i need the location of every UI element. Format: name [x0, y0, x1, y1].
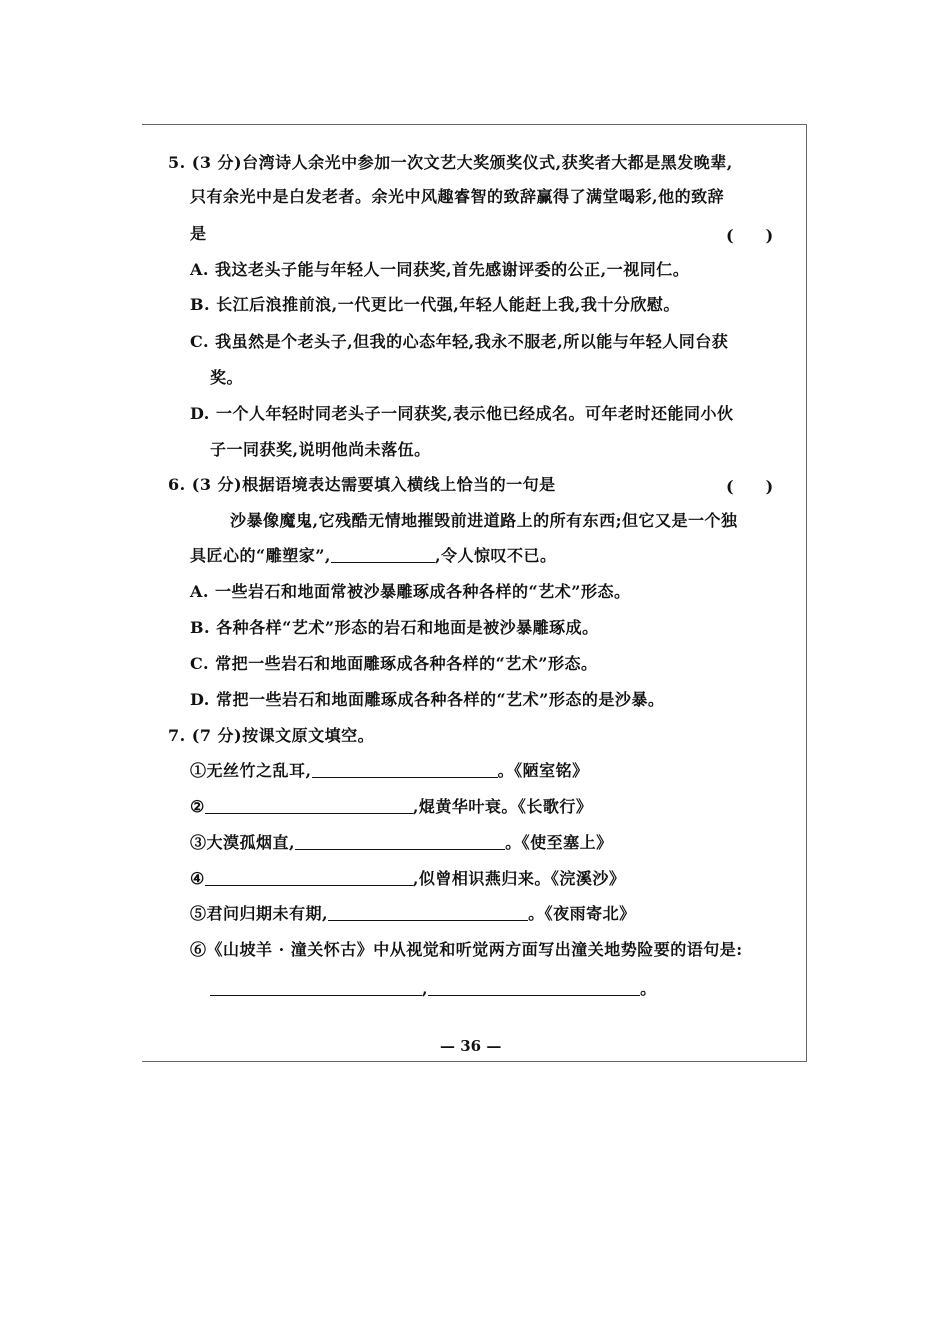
- q5-option-d-line1: D. 一个人年轻时同老头子一同获奖,表示他已经成名。可年老时还能同小伙: [190, 404, 734, 423]
- q7-item-6-blank-1[interactable]: [210, 980, 422, 996]
- q7-title: 7. (7 分)按课文原文填空。: [168, 726, 375, 745]
- q6-option-c: C. 常把一些岩石和地面雕琢成各种各样的“艺术”形态。: [190, 654, 598, 673]
- q6-option-b: B. 各种各样“艺术”形态的岩石和地面是被沙暴雕琢成。: [190, 618, 599, 637]
- q7-item-4: [190, 868, 625, 890]
- q6-option-d: D. 常把一些岩石和地面雕琢成各种各样的“艺术”形态的是沙暴。: [190, 690, 665, 709]
- q6-passage-part2: ,令人惊叹不已。: [434, 546, 557, 565]
- q7-item-6-answers: [210, 978, 657, 1000]
- q5-answer-paren[interactable]: ( ): [726, 226, 774, 245]
- q6-fill-blank[interactable]: [331, 547, 435, 563]
- q7-item-3: [190, 832, 613, 854]
- q7-item-1-source: 。《陋室铭》: [497, 761, 589, 780]
- q7-item-2-blank[interactable]: [205, 798, 413, 814]
- q5-stem-line1: 5. (3 分)台湾诗人余光中参加一次文艺大奖颁奖仪式,获奖者大都是黑发晚辈,: [168, 153, 733, 172]
- q7-item-6-comma: ,: [422, 979, 429, 998]
- q6-passage-part1: 具匠心的“雕塑家”,: [190, 546, 331, 565]
- q7-item-1: [190, 760, 589, 782]
- q5-option-c-line2: 奖。: [210, 368, 244, 387]
- q7-item-3-prompt: ③大漠孤烟直,: [190, 833, 296, 852]
- q7-item-4-number: ④: [190, 869, 205, 888]
- q7-item-2-number: ②: [190, 797, 205, 816]
- q7-item-3-source: 。《使至塞上》: [505, 833, 613, 852]
- q7-item-5-source: 。《夜雨寄北》: [528, 904, 636, 923]
- q7-item-4-blank[interactable]: [205, 870, 413, 886]
- q7-item-6-blank-2[interactable]: [428, 980, 640, 996]
- q7-item-5-prompt: ⑤君问归期未有期,: [190, 904, 329, 923]
- q7-item-6: ⑥《山坡羊 · 潼关怀古》中从视觉和听觉两方面写出潼关地势险要的语句是:: [190, 940, 743, 959]
- q7-item-2: [190, 796, 592, 818]
- q6-passage-line1: 沙暴像魔鬼,它残酷无情地摧毁前进道路上的所有东西;但它又是一个独: [230, 511, 738, 530]
- q5-stem-line2: 只有余光中是白发老者。余光中风趣睿智的致辞赢得了满堂喝彩,他的致辞: [190, 187, 725, 206]
- q7-item-1-blank[interactable]: [312, 762, 498, 778]
- q7-item-5-blank[interactable]: [328, 905, 528, 921]
- q7-item-5: [190, 903, 636, 925]
- q5-option-b: B. 长江后浪推前浪,一代更比一代强,年轻人能赶上我,我十分欣慰。: [190, 295, 680, 314]
- q5-option-a: A. 我这老头子能与年轻人一同获奖,首先感谢评委的公正,一视同仁。: [190, 260, 690, 279]
- q6-option-a: A. 一些岩石和地面常被沙暴雕琢成各种各样的“艺术”形态。: [190, 582, 631, 601]
- q6-passage-line2: [190, 545, 557, 567]
- q6-stem: 6. (3 分)根据语境表达需要填入横线上恰当的一句是: [168, 475, 556, 494]
- q7-item-4-source: ,似曾相识燕归来。《浣溪沙》: [412, 869, 626, 888]
- q6-answer-paren[interactable]: ( ): [726, 477, 774, 496]
- q7-item-3-blank[interactable]: [295, 834, 505, 850]
- q5-option-d-line2: 子一同获奖,说明他尚未落伍。: [210, 440, 431, 459]
- page-number: — 36 —: [440, 1037, 502, 1055]
- q5-option-c-line1: C. 我虽然是个老头子,但我的心态年轻,我永不服老,所以能与年轻人同台获: [190, 332, 729, 351]
- q7-item-1-prompt: ①无丝竹之乱耳,: [190, 761, 312, 780]
- q5-stem-line3: 是: [190, 224, 207, 243]
- q7-item-2-source: ,焜黄华叶衰。《长歌行》: [412, 797, 593, 816]
- q7-item-6-period: 。: [640, 979, 657, 998]
